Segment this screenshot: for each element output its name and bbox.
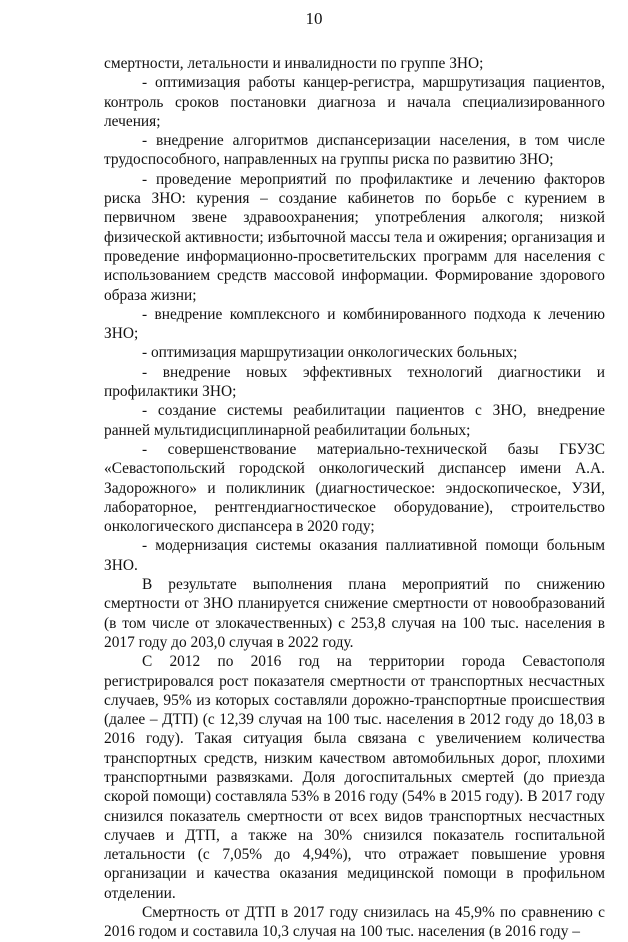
list-item: - оптимизация маршрутизации онкологических больных; [142,344,518,362]
list-item: - совершенствование материально-технической базы ГБУЗС «Севастопольский городской онкологический диспансер имени А.А. Задорожного» и поликлиник (диагностическое: эндоскопическое, УЗИ, лабораторное, рентгендиагностическое оборудование), строительство онкологического диспансера в 2020 году; [104,440,605,536]
page-number: 10 [305,9,323,28]
list-item: - внедрение комплексного и комбинированного подхода к лечению ЗНО; [104,305,605,343]
list-item: - внедрение новых эффективных технологий диагностики и профилактики ЗНО; [104,363,605,401]
list-item: - оптимизация работы канцер-регистра, маршрутизация пациентов, контроль сроков постановки диагноза и начала специализированного лечения; [104,74,605,130]
list-item: - модернизация системы оказания паллиативной помощи больным ЗНО. [104,537,605,574]
list-item: - создание системы реабилитации пациентов с ЗНО, внедрение ранней мультидисциплинарной реабилитации больных; [104,402,605,439]
list-item: - внедрение алгоритмов диспансеризации населения, в том числе трудоспособного, направленных на группы риска по развитию ЗНО; [104,132,605,169]
document-body [104,54,605,942]
paragraph: С 2012 по 2016 год на территории города Севастополя регистрировался рост показателя смертности от транспортных несчастных случаев, 95% из которых составляли дорожно-транспортные происшествия (далее – ДТП) (с 12,39 случая на 100 тыс. населения в 2012 году до 18,03 в 2016 году). Такая ситуация была связана с увеличением количества транспортных средств, низким качеством автомобильных дорог, плохими транспортными развязками. Доля догоспитальных смертей (до приезда скорой помощи) составляла 53% в 2016 году (54% в 2015 году). В 2017 году снизился показатель смертности от всех видов транспортных несчастных случаев и ДТП, а также на 30% снизился показатель госпитальной летальности (с 7,05% до 4,94%), что отражает повышение уровня организации и качества оказания медицинской помощи в профильном отделении. [104,653,605,902]
paragraph: Смертность от ДТП в 2017 году снизилась на 45,9% по сравнению с 2016 годом и составила 10,3 случая на 100 тыс. населения (в 2016 году – [104,904,605,941]
paragraph: смертности, летальности и инвалидности по группе ЗНО; [104,55,484,72]
paragraph: В результате выполнения плана мероприятий по снижению смертности от ЗНО планируется снижение смертности от новообразований (в том числе от злокачественных) с 253,8 случая на 100 тыс. населения в 2017 году до 203,0 случая в 2022 году. [104,576,605,651]
list-item: - проведение мероприятий по профилактике и лечению факторов риска ЗНО: курения – создание кабинетов по борьбе с курением в первичном звене здравоохранения; употребления алкоголя; низкой физической активности; избыточной массы тела и ожирения; организация и проведение информационно-просветительских программ для населения с использованием средств массовой информации. Формирование здорового образа жизни; [104,170,605,304]
